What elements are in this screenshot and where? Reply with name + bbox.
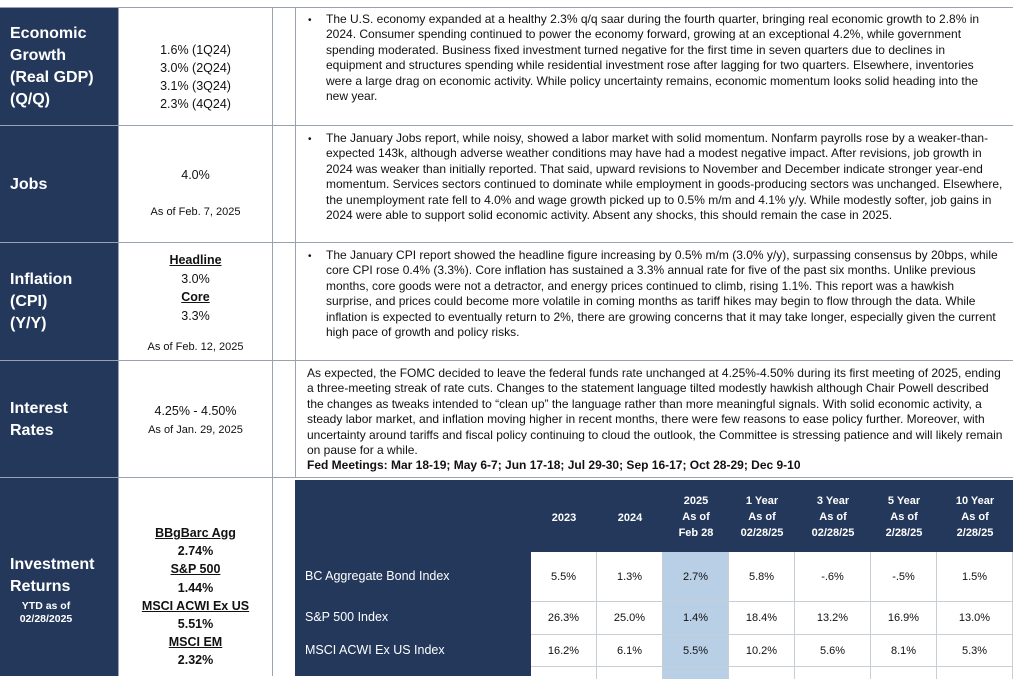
values-returns [118, 478, 273, 676]
table-cell [795, 667, 871, 679]
table-cell: 1.3% [597, 552, 663, 602]
gdp-value: 2.3% (4Q24) [160, 97, 231, 111]
label-subline: 02/28/2025 [19, 613, 73, 625]
index-value: 1.44% [177, 580, 214, 595]
table-cell: 5.3% [937, 635, 1013, 667]
col-header: 2025 As of Feb 28 [678, 495, 714, 539]
col-header: 2023 [551, 512, 577, 524]
fed-meetings: Fed Meetings: Mar 18-19; May 6-7; Jun 17-18; Jul 29-30; Sep 16-17; Oct 28-29; Dec 9-10 [307, 458, 801, 472]
table-cell [729, 667, 795, 679]
row-returns [0, 477, 1013, 676]
commentary-inflation [295, 243, 1013, 361]
as-of-date: As of Feb. 7, 2025 [150, 206, 241, 218]
col-header: 1 Year As of 02/28/25 [740, 495, 784, 539]
as-of-date: As of Jan. 29, 2025 [148, 424, 243, 436]
label-line: Interest [10, 399, 68, 417]
table-row-label: MSCI ACWI Ex US Index [305, 643, 445, 657]
table-cell: 16.2% [531, 635, 597, 667]
index-name: S&P 500 [170, 562, 221, 577]
label-inflation [0, 243, 118, 361]
label-jobs [0, 126, 118, 243]
table-cell: 16.9% [871, 602, 937, 635]
commentary-jobs [295, 126, 1013, 243]
bullet-icon: • [308, 134, 312, 145]
table-cell [663, 667, 729, 679]
headline-label: Headline [169, 253, 222, 267]
table-cell: 5.5% [663, 635, 729, 667]
table-cell: 26.3% [531, 602, 597, 635]
table-cell: 5.6% [795, 635, 871, 667]
table-row-label: BC Aggregate Bond Index [305, 569, 450, 583]
row-inflation [0, 242, 1013, 361]
table-cell: 2.7% [663, 552, 729, 602]
table-cell [531, 667, 597, 679]
row-rates [0, 360, 1013, 478]
col-header: 2024 [617, 512, 643, 524]
label-gdp [0, 8, 118, 126]
index-name: BBgBarc Agg [155, 526, 236, 540]
label-line: Returns [10, 578, 71, 595]
col-header: 10 Year As of 2/28/25 [955, 495, 995, 539]
commentary-rates [295, 361, 1013, 478]
commentary-text: The January Jobs report, while noisy, showed a labor market with solid momentum. Nonfarm payrolls rose by a weaker-than-expected 143k, although adverse weather conditions may have had a modest negative impact. After revisions, job growth in 2024 was weaker than initially reported. That said, upward revisions to November and December indicate stronger year-end momentum. Services sectors continued to dominate while employment in goods-producing sectors was unchanged. Elsewhere, the unemployment rate fell to 4.0% and wage growth picked up to 0.5% m/m and 4.1% y/y. While modestly softer, job gains in 2024 were able to support solid economic activity. Absent any shocks, this should remain the case in 2025. [326, 131, 1003, 223]
label-line: (Y/Y) [10, 315, 47, 332]
index-value: 5.51% [177, 617, 214, 632]
values-gdp [118, 8, 273, 126]
label-rates [0, 361, 118, 478]
table-cell: 8.1% [871, 635, 937, 667]
table-cell: 1.4% [663, 602, 729, 635]
jobs-value: 4.0% [181, 168, 210, 182]
row-gdp [0, 7, 1013, 126]
core-value: 3.3% [181, 308, 210, 323]
row-jobs [0, 125, 1013, 243]
table-cell: 10.2% [729, 635, 795, 667]
table-cell: 1.5% [937, 552, 1013, 602]
gdp-value: 1.6% (1Q24) [160, 43, 231, 57]
index-value: 2.74% [177, 544, 214, 559]
headline-value: 3.0% [181, 271, 210, 286]
label-returns [0, 478, 118, 676]
index-value: 2.32% [177, 653, 214, 668]
label-line: (Q/Q) [10, 91, 50, 108]
rates-value: 4.25% - 4.50% [154, 404, 237, 418]
label-line: (CPI) [10, 293, 48, 310]
index-name: MSCI EM [168, 635, 223, 650]
table-cell: 6.1% [597, 635, 663, 667]
table-cell: 13.2% [795, 602, 871, 635]
table-cell: 25.0% [597, 602, 663, 635]
label-line: Economic [10, 25, 87, 42]
table-cell [937, 667, 1013, 679]
col-header: 5 Year As of 2/28/25 [885, 495, 923, 539]
table-cell: -.5% [871, 552, 937, 602]
table-row-label: S&P 500 Index [305, 610, 389, 624]
commentary-text: The U.S. economy expanded at a healthy 2.3% q/q saar during the fourth quarter, bringing real economic growth to 2.8% in 2024. Consumer spending continued to power the economy forward, growing at an exceptional 4.2%, while government spending moderated. Business fixed investment turned negative for the first time in seven quarters due to declines in equipment and structures spending while residential investment rose after lagging for two quarters. Elsewhere, inventories were a large drag on economic activity. While policy uncertainty remains, economic momentum looks solid heading into the new year. [326, 12, 980, 104]
commentary-text: As expected, the FOMC decided to leave the federal funds rate unchanged at 4.25%-4.50% during its first meeting of 2025, ending a three-meeting streak of rate cuts. Changes to the statement language tilted modestly hawkish although Chair Powell described the changes as tweaks intended to “clean up” the language rather than more meaningful signals. With solid economic activity, a steady labor market, and inflation moving higher in recent months, there were few reasons to ease policy further. Moreover, with uncertainty around tariffs and fiscal policy continuing to cloud the outlook, the Committee is stressing patience and will likely remain on pause for a while. [307, 366, 1003, 458]
table-cell: 5.8% [729, 552, 795, 602]
table-cell: 18.4% [729, 602, 795, 635]
label-subline: YTD as of [21, 600, 71, 612]
values-jobs [118, 126, 273, 243]
bullet-icon: • [308, 251, 312, 262]
label-line: (Real GDP) [10, 69, 94, 86]
returns-table [295, 480, 1013, 676]
values-inflation [118, 243, 273, 361]
bullet-icon: • [308, 15, 312, 26]
label-line: Investment [10, 556, 95, 573]
core-label: Core [181, 290, 210, 304]
label-line: Inflation [10, 271, 73, 288]
table-cell [597, 667, 663, 679]
gdp-value: 3.0% (2Q24) [160, 61, 231, 75]
col-header: 3 Year As of 02/28/25 [811, 495, 855, 539]
label-line: Growth [10, 47, 66, 64]
as-of-date: As of Feb. 12, 2025 [147, 341, 244, 353]
label-line: Jobs [10, 175, 48, 193]
table-cell: 5.5% [531, 552, 597, 602]
commentary-text: The January CPI report showed the headline figure increasing by 0.5% m/m (3.0% y/y), surpassing consensus by 20bps, while core CPI rose 0.4% (3.3%). Core inflation has sustained a 3.3% annual rate for five of the past six months. Unlike previous months, core goods were not a detractor, and energy prices continued to climb, rising 1.1%. This report was a hawkish surprise, and prices could become more volatile in coming months as tariff hikes may begin to flow through the data. While inflation is expected to eventually return to 2%, there are growing concerns that it may take longer, especially given the current high pace of growth and policy risks. [326, 248, 998, 340]
label-line: Rates [10, 421, 54, 439]
values-rates [118, 361, 273, 478]
gdp-value: 3.1% (3Q24) [160, 79, 231, 93]
table-cell: 13.0% [937, 602, 1013, 635]
table-cell [871, 667, 937, 679]
index-name: MSCI ACWI Ex US [141, 598, 250, 613]
table-cell: -.6% [795, 552, 871, 602]
commentary-gdp [295, 8, 1013, 126]
